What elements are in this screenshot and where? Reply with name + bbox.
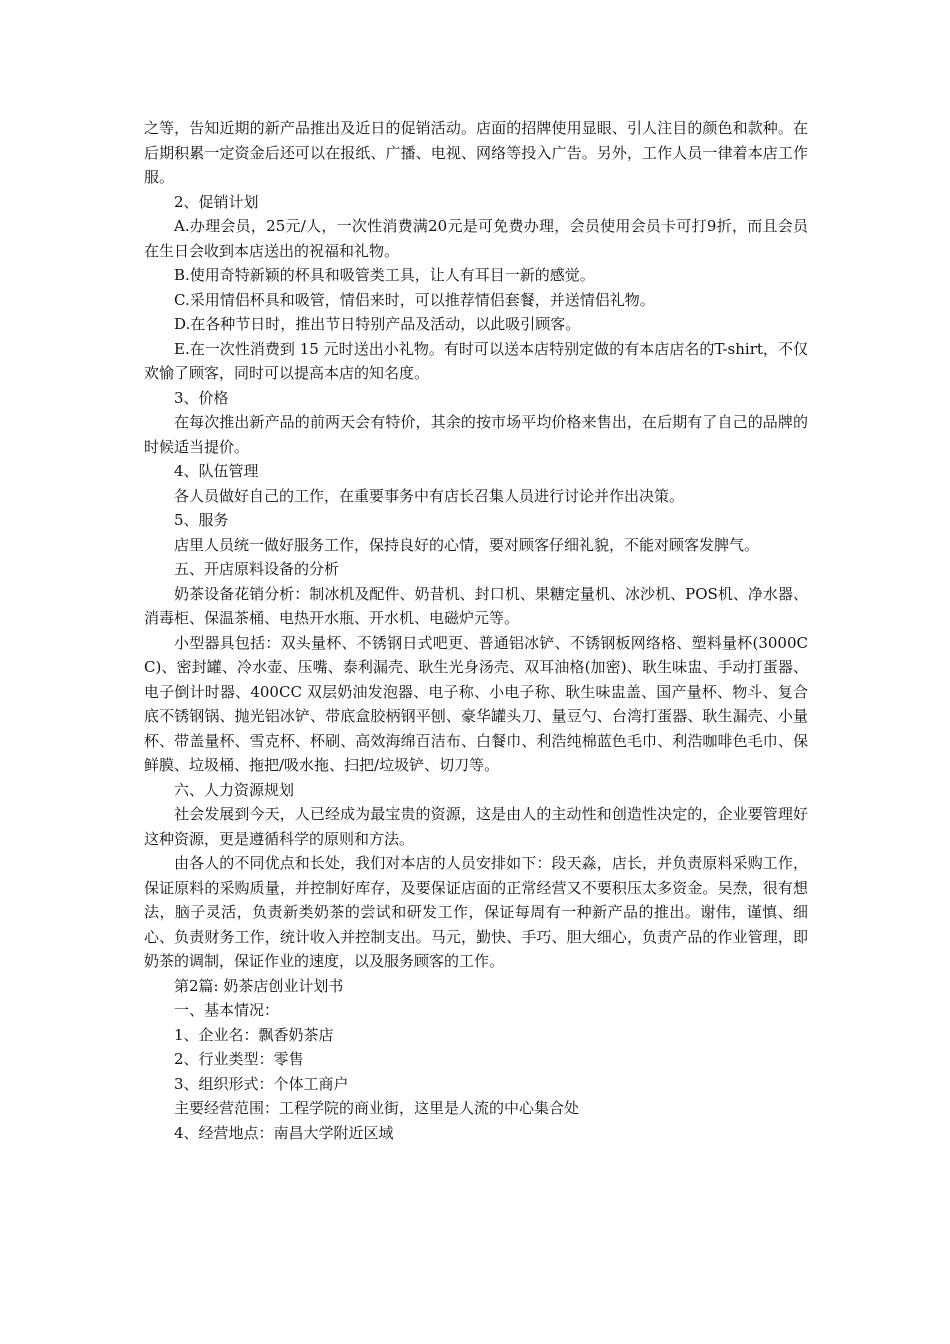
paragraph-hr-intro: 社会发展到今天，人已经成为最宝贵的资源，这是由人的主动性和创造性决定的，企业要管理好这种资源，更是遵循科学的原则和方法。	[144, 805, 808, 848]
paragraph-service: 店里人员统一做好服务工作，保持良好的心情，要对顾客仔细礼貌，不能对顾客发脾气。	[174, 535, 760, 554]
info-business-location: 4、经营地点：南昌大学附近区域	[174, 1123, 394, 1142]
paragraph-equipment-cost: 奶茶设备花销分析：制冰机及配件、奶昔机、封口机、果糖定量机、冰沙机、POS机、净水器、消毒柜、保温茶桶、电热开水瓶、开水机、电磁炉元等。	[144, 584, 808, 627]
paragraph-price: 在每次推出新产品的前两天会有特价，其余的按市场平均价格来售出，在后期有了自己的品牌的时候适当提价。	[144, 413, 808, 456]
info-company-name: 1、企业名：飘香奶茶店	[174, 1025, 334, 1044]
heading-equipment-analysis: 五、开店原料设备的分析	[174, 560, 340, 578]
promotion-item-d: D.在各种节日时，推出节日特别产品及活动，以此吸引顾客。	[174, 315, 581, 333]
paragraph-team-management: 各人员做好自己的工作，在重要事务中有店长召集人员进行讨论并作出决策。	[174, 486, 685, 505]
heading-service: 5、服务	[174, 511, 229, 529]
heading-promotion-plan: 2、促销计划	[174, 192, 259, 211]
heading-price: 3、价格	[174, 388, 229, 407]
paragraph-small-tools: 小型器具包括：双头量杯、不锈钢日式吧更、普通铝冰铲、不锈钢板网络格、塑料量杯(3000CC)、密封罐、冷水壶、压嘴、泰利漏壳、耿生光身汤壳、双耳油格(加密)、耿生味盅、手动打蛋器、电子倒计时器、400CC 双层奶油发泡器、电子称、小电子称、耿生味盅盖、国产量杯、物斗、复合底不锈钢锅、抛光铝冰铲、带底盒胶柄钢平刨、豪华罐头刀、量豆勺、台湾打蛋器、耿生漏壳、小量杯、带盖量杯、雪克杯、杯刷、高效海绵百洁布、白餐巾、利浩纯棉蓝色毛巾、利浩咖啡色毛巾、保鲜膜、垃圾桶、拖把/吸水拖、扫把/垃圾铲、切刀等。	[144, 633, 808, 774]
info-business-scope: 主要经营范围：工程学院的商业街，这里是人流的中心集合处	[174, 1099, 580, 1117]
heading-basic-info: 一、基本情况：	[174, 1001, 280, 1019]
promotion-item-b: B.使用奇特新颖的杯具和吸管类工具，让人有耳目一新的感觉。	[174, 266, 595, 284]
info-industry-type: 2、行业类型：零售	[174, 1050, 304, 1068]
paragraph-ad-continued: 之等，告知近期的新产品推出及近日的促销活动。店面的招牌使用显眼、引人注目的颜色和款种。在后期积累一定资金后还可以在报纸、广播、电视、网络等投入广告。另外，工作人员一律着本店工作服。	[144, 119, 808, 186]
paragraph-staff-arrangement: 由各人的不同优点和长处，我们对本店的人员安排如下：段天淼，店长，并负责原料采购工作，保证原料的采购质量，并控制好库存，及要保证店面的正常经营又不要积压太多资金。吴焘，很有想法，脑子灵活，负责新类奶茶的尝试和研发工作，保证每周有一种新产品的推出。谢伟，谨慎、细心、负责财务工作，统计收入并控制支出。马元，勤快、手巧、胆大细心，负责产品的作业管理，即奶茶的调制，保证作业的速度，以及服务顾客的工作。	[144, 854, 808, 970]
promotion-item-e: E.在一次性消费到 15 元时送出小礼物。有时可以送本店特别定做的有本店店名的T-shirt，不仅欢愉了顾客，同时可以提高本店的知名度。	[144, 339, 808, 382]
heading-part-2: 第2篇: 奶茶店创业计划书	[174, 976, 344, 995]
info-organization-form: 3、组织形式：个体工商户	[174, 1074, 349, 1093]
heading-hr-planning: 六、人力资源规划	[174, 780, 295, 799]
promotion-item-c: C.采用情侣杯具和吸管，情侣来时，可以推荐情侣套餐，并送情侣礼物。	[174, 290, 655, 309]
document-page	[144, 116, 808, 1145]
heading-team-management: 4、队伍管理	[174, 462, 259, 480]
promotion-item-a: A.办理会员，25元/人，一次性消费满20元是可免费办理，会员使用会员卡可打9折，而且会员在生日会收到本店送出的祝福和礼物。	[144, 217, 808, 260]
